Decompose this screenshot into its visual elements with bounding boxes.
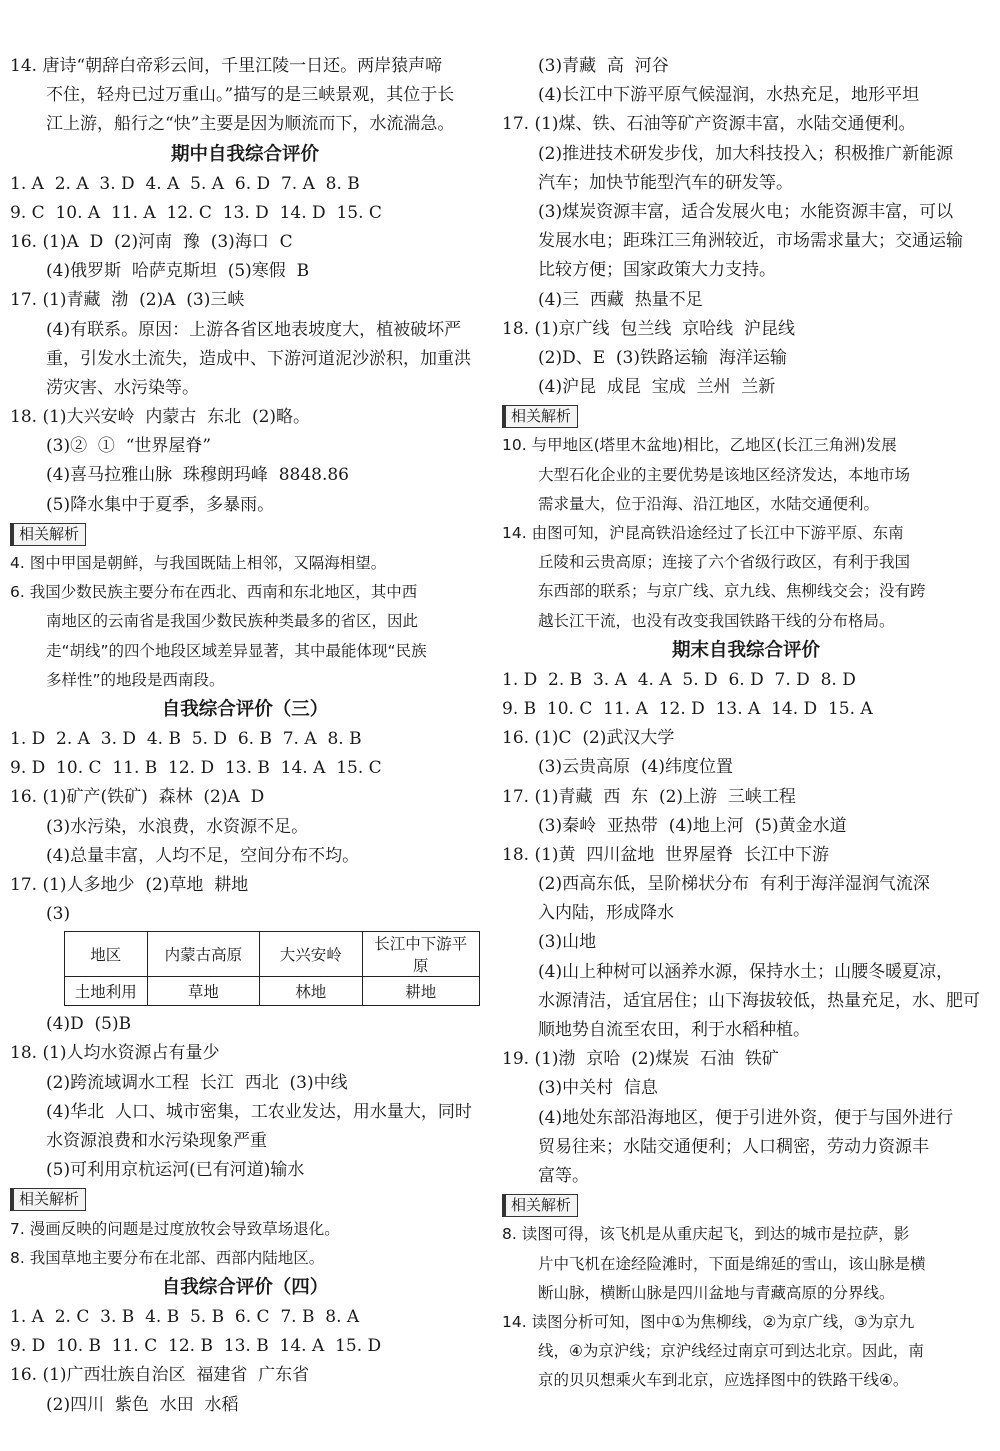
note-line: 线，④为京沪线；京沪线经过南京可到达北京。因此，南 <box>538 1342 924 1361</box>
text-line: 不住，轻舟已过万重山。”描写的是三峡景观，其位于长 <box>46 85 455 106</box>
note-line: 14. 读图分析可知，图中①为焦柳线，②为京广线，③为京九 <box>502 1312 915 1331</box>
note-line: 7. 漫画反映的问题是过度放牧会导致草场退化。 <box>10 1219 340 1238</box>
answer-line: (3)② ① “世界屋脊” <box>46 436 212 457</box>
section-title-eval4: 自我综合评价（四） <box>161 1276 329 1298</box>
answer-line: (4)地处东部沿海地区，便于引进外资，便于与国外进行 <box>538 1107 954 1128</box>
note-line: 南地区的云南省是我国少数民族种类最多的省区，因此 <box>46 612 419 631</box>
answer-line: 18. (1)京广线 包兰线 京哈线 沪昆线 <box>502 318 795 339</box>
answer-line: 1. D 2. B 3. A 4. A 5. D 6. D 7. D 8. D <box>502 669 856 690</box>
note-line: 8. 我国草地主要分布在北部、西部内陆地区。 <box>10 1248 325 1267</box>
answer-line: 9. D 10. B 11. C 12. B 13. B 14. A 15. D <box>10 1336 382 1357</box>
answer-line: (3)山地 <box>538 932 597 953</box>
answer-line: 涝灾害、水污染等。 <box>46 377 199 398</box>
right-column <box>502 52 990 1395</box>
table-row <box>65 932 480 977</box>
answer-line: (3)中关村 信息 <box>538 1078 658 1099</box>
answer-line: 水资源浪费和水污染现象严重 <box>46 1131 267 1151</box>
answer-line: 16. (1)C (2)武汉大学 <box>502 728 675 749</box>
note-line: 京的贝贝想乘火车到北京，应选择图中的铁路干线④。 <box>538 1371 909 1390</box>
answer-line: 16. (1)A D (2)河南 豫 (3)海口 C <box>10 231 293 252</box>
analysis-tag: 相关解析 <box>10 1188 86 1211</box>
answer-line: 发展水电；距珠江三角洲较近，市场需求量大；交通运输 <box>538 231 963 252</box>
answer-line: 17. (1)青藏 渤 (2)A (3)三峡 <box>10 290 245 311</box>
answer-line: (5)降水集中于夏季，多暴雨。 <box>46 494 275 515</box>
answer-line: 1. A 2. A 3. D 4. A 5. A 6. D 7. A 8. B <box>10 173 360 194</box>
note-line: 走“胡线”的四个地段区域差异显著，其中最能体现“民族 <box>46 641 427 660</box>
note-line: 多样性”的地段是西南段。 <box>46 670 225 689</box>
answer-line: 贸易往来；水陆交通便利；人口稠密，劳动力资源丰 <box>538 1136 929 1157</box>
answer-line: 富等。 <box>538 1165 589 1186</box>
table-cell: 内蒙古高原 <box>147 932 259 977</box>
answer-line: (3)秦岭 亚热带 (4)地上河 (5)黄金水道 <box>538 815 847 836</box>
note-line: 需求量大，位于沿海、沿江地区，水陆交通便利。 <box>538 494 880 513</box>
analysis-tag-row <box>502 402 990 431</box>
answer-line: 17. (1)煤、铁、石油等矿产资源丰富，水陆交通便利。 <box>502 114 916 135</box>
answer-line: (3)煤炭资源丰富，适合发展火电；水能资源丰富，可以 <box>538 201 954 222</box>
table-cell: 大兴安岭 <box>260 932 363 977</box>
table-cell: 草地 <box>147 977 259 1006</box>
answer-line: 19. (1)渤 京哈 (2)煤炭 石油 铁矿 <box>502 1049 779 1070</box>
answer-line: (4)山上种树可以涵养水源，保持水土；山腰冬暖夏凉， <box>538 961 954 982</box>
note-line: 6. 我国少数民族主要分布在西北、西南和东北地区，其中西 <box>10 583 418 602</box>
answer-line: (4)俄罗斯 哈萨克斯坦 (5)寒假 B <box>46 261 310 282</box>
note-line: 越长江干流，也没有改变我国铁路干线的分布格局。 <box>538 611 895 630</box>
answer-line: (5)可利用京杭运河(已有河道)输水 <box>46 1160 305 1181</box>
analysis-tag: 相关解析 <box>10 523 86 546</box>
answer-line: (4)沪昆 成昆 宝成 兰州 兰新 <box>538 377 776 398</box>
left-column <box>10 52 480 1420</box>
answer-line: 18. (1)黄 四川盆地 世界屋脊 长江中下游 <box>502 844 829 865</box>
answer-line: 17. (1)青藏 西 东 (2)上游 三峡工程 <box>502 786 796 807</box>
note-line: 4. 图中甲国是朝鲜，与我国既陆上相邻，又隔海相望。 <box>10 554 387 572</box>
answer-line: (2)跨流域调水工程 长江 西北 (3)中线 <box>46 1072 348 1093</box>
table-cell: 耕地 <box>362 977 479 1006</box>
answer-line: (3)云贵高原 (4)纬度位置 <box>538 757 733 778</box>
answer-line: 16. (1)广西壮族自治区 福建省 广东省 <box>10 1365 310 1386</box>
answer-line: 16. (1)矿产(铁矿) 森林 (2)A D <box>10 787 265 808</box>
note-line: 东西部的联系；与京广线、京九线、焦柳线交会；没有跨 <box>538 582 926 601</box>
answer-line: 18. (1)人均水资源占有量少 <box>10 1043 220 1064</box>
answer-line: 汽车；加快节能型汽车的研发等。 <box>538 172 793 193</box>
table-cell: 长江中下游平原 <box>362 932 479 977</box>
answer-line: 顺地势自流至农田，利于水稻种植。 <box>538 1020 810 1040</box>
answer-line: (2)西高东低，呈阶梯状分布 有利于海洋湿润气流深 <box>538 874 930 895</box>
answer-line: 比较方便；国家政策大力支持。 <box>538 260 776 281</box>
answer-line: 入内陆，形成降水 <box>538 903 674 924</box>
analysis-tag-row <box>502 1191 990 1220</box>
section-title-eval3: 自我综合评价（三） <box>161 698 329 720</box>
note-line: 大型石化企业的主要优势是该地区经济发达，本地市场 <box>538 465 911 484</box>
answer-line: (3)水污染，水浪费，水资源不足。 <box>46 816 309 837</box>
table-cell: 林地 <box>260 977 363 1006</box>
analysis-tag-row <box>10 1185 480 1214</box>
land-use-table <box>64 931 480 1006</box>
answer-line: 水源清洁，适宜居住；山下海拔较低，热量充足，水、肥可 <box>538 990 980 1011</box>
answer-line: 9. C 10. A 11. A 12. C 13. D 14. D 15. C <box>10 202 382 223</box>
analysis-tag: 相关解析 <box>502 1194 578 1217</box>
text-line: 14. 唐诗“朝辞白帝彩云间，千里江陵一日还。两岸猿声啼 <box>10 56 443 76</box>
section-title-final: 期末自我综合评价 <box>671 639 820 661</box>
note-line: 10. 与甲地区(塔里木盆地)相比，乙地区(长江三角洲)发展 <box>502 436 897 455</box>
note-line: 丘陵和云贵高原；连接了六个省级行政区，有利于我国 <box>538 553 911 572</box>
answer-line: (2)D、E (3)铁路运输 海洋运输 <box>538 347 787 368</box>
answer-line: 17. (1)人多地少 (2)草地 耕地 <box>10 874 249 895</box>
analysis-tag: 相关解析 <box>502 405 578 428</box>
section-title-midterm: 期中自我综合评价 <box>170 143 319 165</box>
text-line: 江上游，船行之“快”主要是因为顺流而下，水流湍急。 <box>46 114 455 135</box>
table-row <box>65 977 480 1006</box>
table-cell: 土地利用 <box>65 977 148 1006</box>
answer-line: 9. B 10. C 11. A 12. D 13. A 14. D 15. A <box>502 698 873 719</box>
answer-line: (4)有联系。原因：上游各省区地表坡度大，植被破坏严 <box>46 319 462 340</box>
table-cell: 地区 <box>65 932 148 977</box>
answer-line: (2)推进技术研发步伐，加大科技投入；积极推广新能源 <box>538 143 954 164</box>
answer-line: 9. D 10. C 11. B 12. D 13. B 14. A 15. C <box>10 758 382 779</box>
answer-line: 重，引发水土流失，造成中、下游河道泥沙淤积，加重洪 <box>46 348 471 369</box>
answer-line: (4)华北 人口、城市密集，工农业发达，用水量大，同时 <box>46 1101 472 1122</box>
answer-line: 1. A 2. C 3. B 4. B 5. B 6. C 7. B 8. A <box>10 1306 360 1327</box>
note-line: 8. 读图可得，该飞机是从重庆起飞，到达的城市是拉萨，影 <box>502 1225 910 1244</box>
note-line: 片中飞机在途经险滩时，下面是绵延的雪山，该山脉是横 <box>538 1254 926 1273</box>
answer-line: 1. D 2. A 3. D 4. B 5. D 6. B 7. A 8. B <box>10 728 362 749</box>
answer-line: (4)总量丰富，人均不足，空间分布不均。 <box>46 845 360 866</box>
analysis-tag-row <box>10 520 480 549</box>
answer-line: (3)青藏 高 河谷 <box>538 56 669 76</box>
answer-line: (2)四川 紫色 水田 水稻 <box>46 1394 239 1415</box>
answer-line: (4)长江中下游平原气候湿润，水热充足，地形平坦 <box>538 85 920 106</box>
answer-line: (4)三 西藏 热量不足 <box>538 289 703 310</box>
answer-line: (3) <box>46 904 71 925</box>
note-line: 断山脉，横断山脉是四川盆地与青藏高原的分界线。 <box>538 1283 895 1302</box>
answer-line: (4)D (5)B <box>46 1014 132 1035</box>
note-line: 14. 由图可知，沪昆高铁沿途经过了长江中下游平原、东南 <box>502 524 904 542</box>
answer-line: (4)喜马拉雅山脉 珠穆朗玛峰 8848.86 <box>46 465 349 486</box>
answer-line: 18. (1)大兴安岭 内蒙古 东北 (2)略。 <box>10 407 311 428</box>
